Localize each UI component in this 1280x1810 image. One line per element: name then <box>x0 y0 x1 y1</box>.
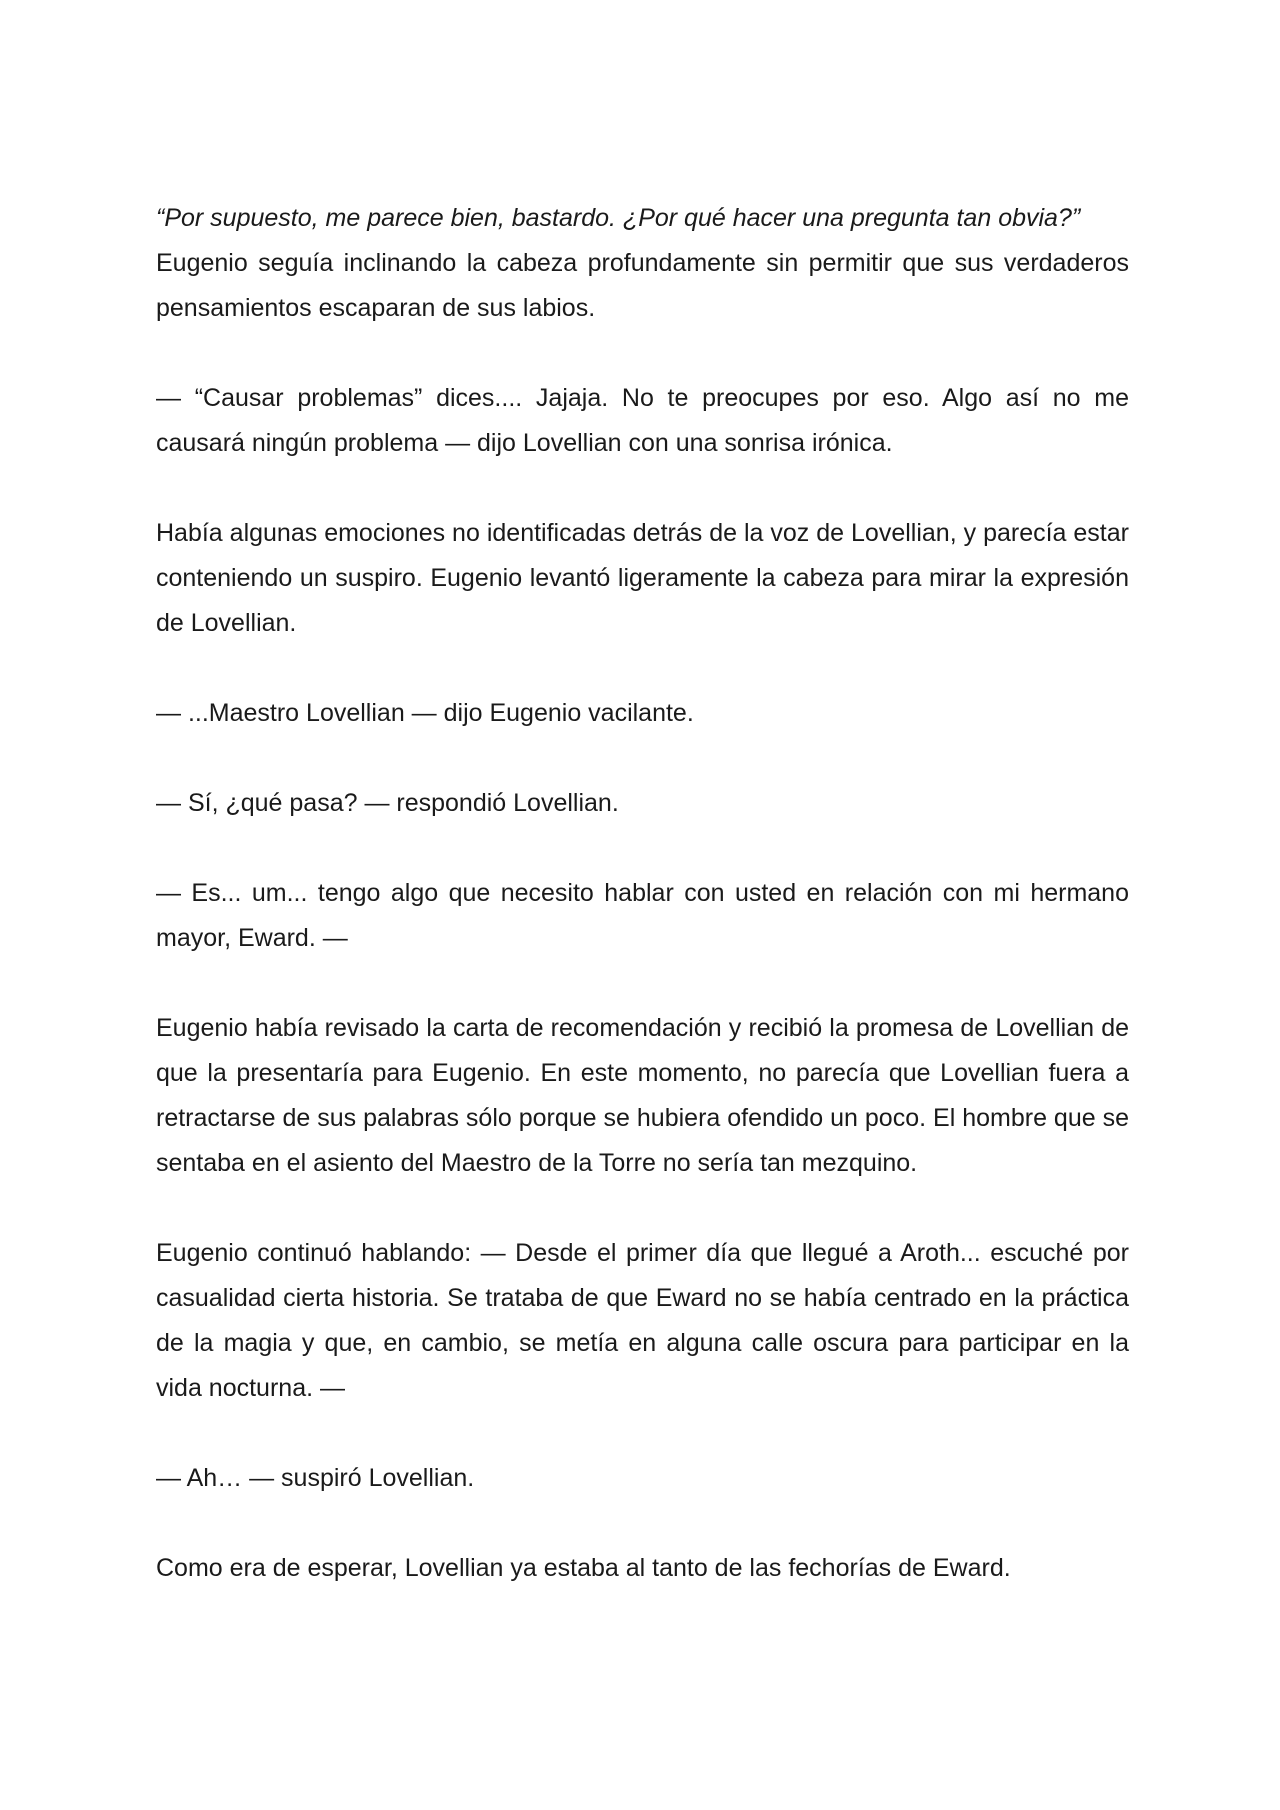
paragraph: — Ah… — suspiró Lovellian. <box>156 1464 475 1492</box>
paragraph: — Es... um... tengo algo que necesito hablar con usted en relación con mi hermano mayor, Eward. — <box>156 879 1129 952</box>
paragraph <box>156 196 1129 331</box>
paragraph: Como era de esperar, Lovellian ya estaba al tanto de las fechorías de Eward. <box>156 1554 1011 1582</box>
paragraph: Eugenio había revisado la carta de recomendación y recibió la promesa de Lovellian de que la presentaría para Eugenio. En este momento, no parecía que Lovellian fuera a retractarse de sus palabras sólo porque se hubiera ofendido un poco. El hombre que se sentaba en el asiento del Maestro de la Torre no sería tan mezquino. <box>156 1014 1129 1177</box>
paragraph: — ...Maestro Lovellian — dijo Eugenio vacilante. <box>156 699 694 727</box>
paragraph: — “Causar problemas” dices.... Jajaja. No te preocupes por eso. Algo así no me causará ningún problema — dijo Lovellian con una sonrisa irónica. <box>156 384 1129 457</box>
paragraph-text: Eugenio seguía inclinando la cabeza profundamente sin permitir que sus verdaderos pensamientos escaparan de sus labios. <box>156 249 1129 322</box>
paragraph: Había algunas emociones no identificadas detrás de la voz de Lovellian, y parecía estar conteniendo un suspiro. Eugenio levantó ligeramente la cabeza para mirar la expresión de Lovellian. <box>156 519 1129 637</box>
paragraph: Eugenio continuó hablando: — Desde el primer día que llegué a Aroth... escuché por casualidad cierta historia. Se trataba de que Eward no se había centrado en la práctica de la magia y que, en cambio, se metía en alguna calle oscura para participar en la vida nocturna. — <box>156 1239 1129 1402</box>
document-body <box>156 196 1129 1591</box>
italic-dialogue: “Por supuesto, me parece bien, bastardo. ¿Por qué hacer una pregunta tan obvia?” <box>156 204 1081 232</box>
paragraph: — Sí, ¿qué pasa? — respondió Lovellian. <box>156 789 619 817</box>
